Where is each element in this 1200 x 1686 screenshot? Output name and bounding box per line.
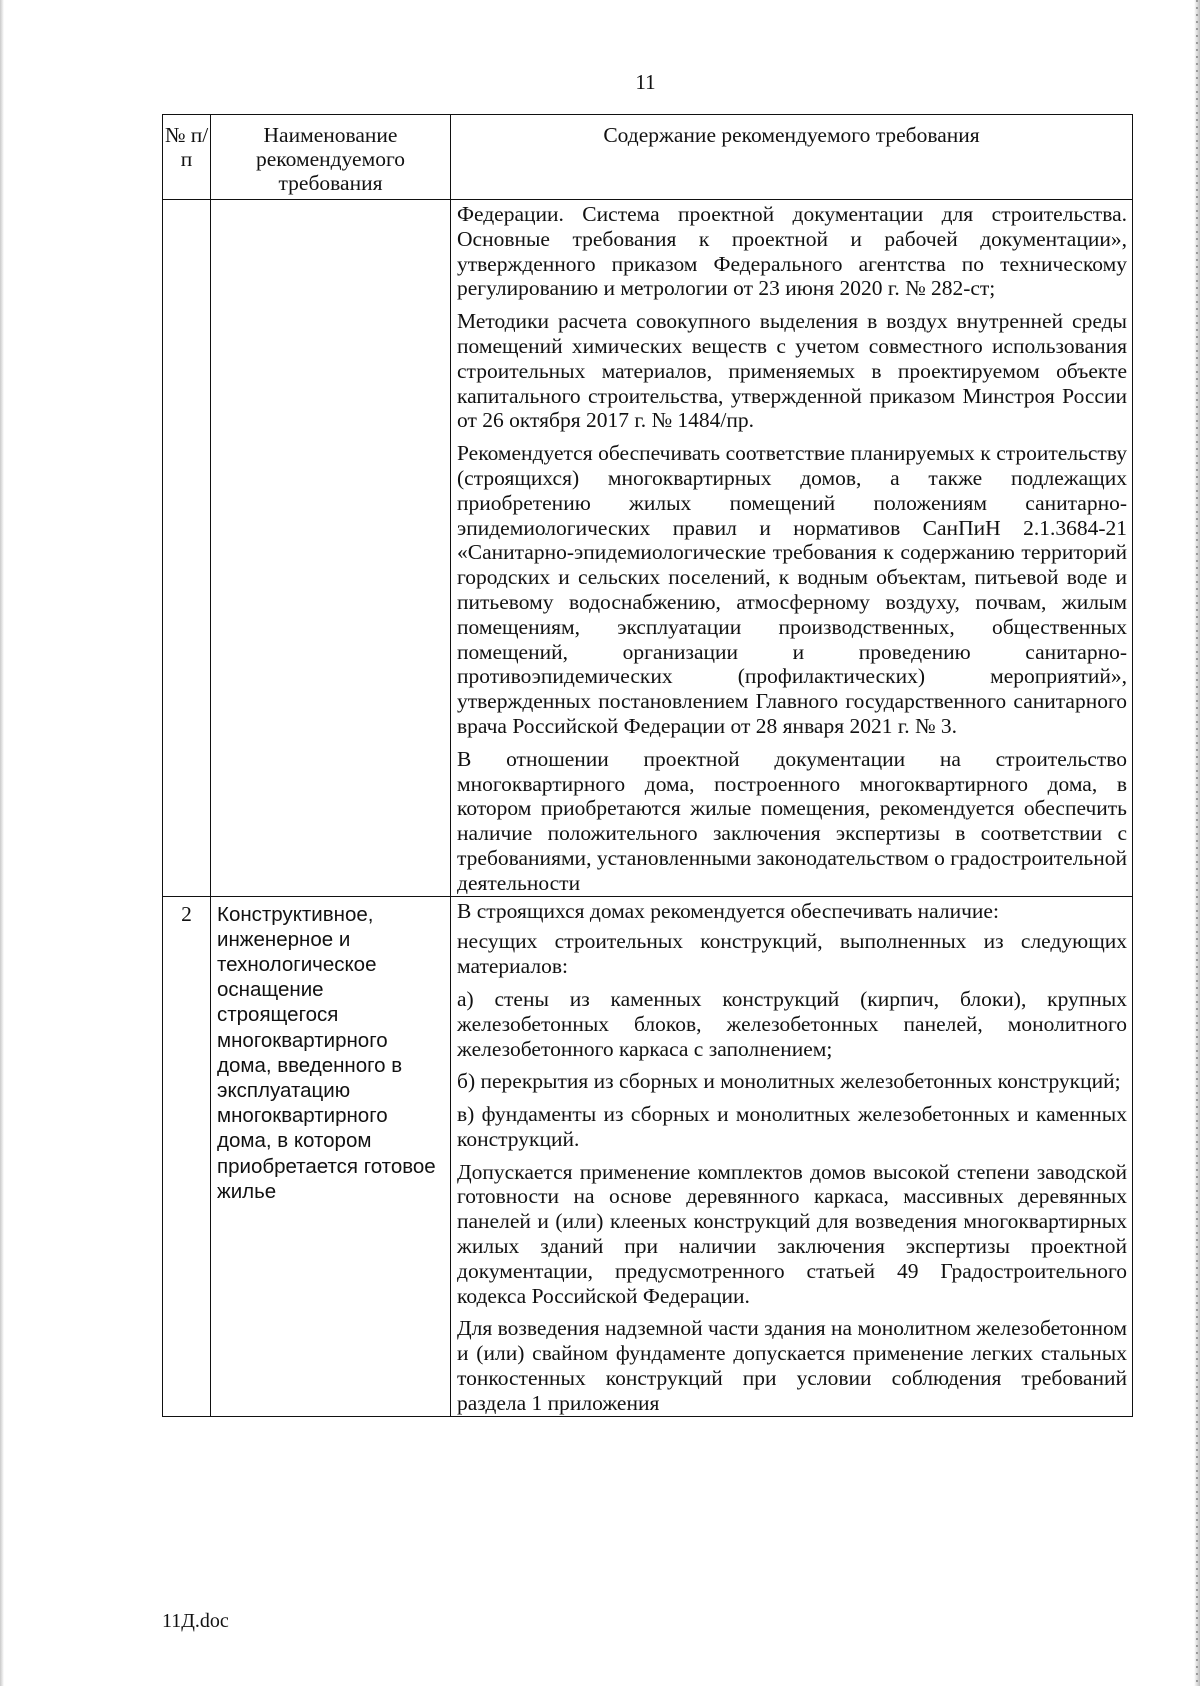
table-row xyxy=(163,896,1133,1416)
header-number: № п/п xyxy=(163,115,211,200)
row-number xyxy=(163,200,211,897)
content-paragraph: несущих строительных конструкций, выполненных из следующих материалов: xyxy=(457,929,1127,979)
header-requirement-name: Наименование рекомендуемого требования xyxy=(211,115,451,200)
binding-perforation xyxy=(1196,0,1198,1686)
content-paragraph: В строящихся домах рекомендуется обеспечивать наличие: xyxy=(457,898,999,923)
page-number: 11 xyxy=(635,70,656,94)
content-paragraph: Федерации. Система проектной документации для строительства. Основные требования к проектной и рабочей документации», утвержденного приказом Федерального агентства по техническому регулированию и метрологии от 23 июня 2020 г. № 282-ст; xyxy=(457,202,1127,301)
content-paragraph: б) перекрытия из сборных и монолитных железобетонных конструкций; xyxy=(457,1069,1121,1094)
header-requirement-content: Содержание рекомендуемого требования xyxy=(451,115,1133,200)
footer-file-name: 11Д.doc xyxy=(162,1610,229,1632)
table-header-row xyxy=(163,115,1133,200)
content-paragraph: Допускается применение комплектов домов высокой степени заводской готовности на основе деревянного каркаса, массивных деревянных панелей и (или) клееных конструкций для возведения многоквартирных жилых зданий при наличии заключения экспертизы проектной документации, предусмотренного статьей 49 Градостроительного кодекса Российской Федерации. xyxy=(457,1159,1127,1308)
requirement-name: Конструктивное, инженерное и технологическое оснащение строящегося многоквартирного дома, введенного в эксплуатацию многоквартирного дома, в котором приобретается готовое жилье xyxy=(211,896,451,1416)
content-paragraph: в) фундаменты из сборных и монолитных железобетонных и каменных конструкций. xyxy=(457,1102,1127,1151)
requirement-name xyxy=(211,200,451,897)
content-paragraph: а) стены из каменных конструкций (кирпич, блоки), крупных железобетонных блоков, железобетонных панелей, монолитного железобетонного каркаса с заполнением; xyxy=(457,986,1127,1061)
requirement-content xyxy=(451,200,1133,897)
requirements-table xyxy=(162,114,1133,1417)
table-row xyxy=(163,200,1133,897)
content-paragraph: Рекомендуется обеспечивать соответствие планируемых к строительству (строящихся) многоквартирных домов, а также подлежащих приобретению жилых помещений положениям санитарно-эпидемиологических правил и нормативов СанПиН 2.1.3684-21 «Санитарно-эпидемиологические требования к содержанию территорий городских и сельских поселений, к водным объектам, питьевой воде и питьевому водоснабжению, атмосферному воздуху, почвам, жилым помещениям, эксплуатации производственных, общественных помещений, организации и проведению санитарно-противоэпидемических (профилактических) мероприятий», утвержденных постановлением Главного государственного санитарного врача Российской Федерации от 28 января 2021 г. № 3. xyxy=(457,441,1127,738)
row-number: 2 xyxy=(163,896,211,1416)
scan-left-edge xyxy=(0,0,4,1686)
content-paragraph: Методики расчета совокупного выделения в воздух внутренней среды помещений химических веществ с учетом совместного использования строительных материалов, применяемых в проектируемом объекте капитального строительства, утвержденной приказом Минстроя России от 26 октября 2017 г. № 1484/пр. xyxy=(457,309,1127,433)
content-paragraph: Для возведения надземной части здания на монолитном железобетонном и (или) свайном фундаменте допускается применение легких стальных тонкостенных конструкций при условии соблюдения требований раздела 1 приложения xyxy=(457,1316,1128,1415)
requirement-content xyxy=(451,896,1133,1416)
content-paragraph: В отношении проектной документации на строительство многоквартирного дома, построенного многоквартирного дома, в котором приобретаются жилые помещения, рекомендуется обеспечить наличие положительного заключения экспертизы в соответствии с требованиями, установленными законодательством о градостроительной деятельности xyxy=(457,746,1127,895)
